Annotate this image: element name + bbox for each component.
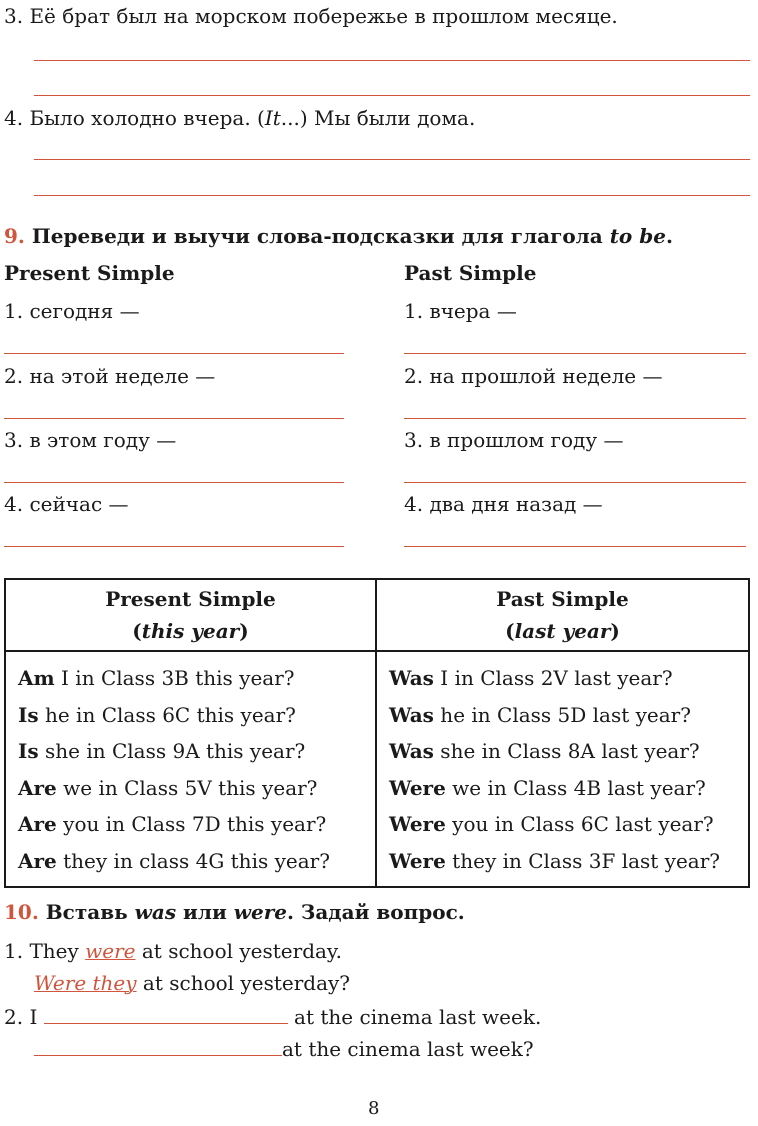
table-row: Are they in class 4G this year? bbox=[18, 848, 330, 873]
table-row: Were we in Class 4B last year? bbox=[389, 775, 706, 800]
present-examples bbox=[5, 651, 376, 887]
answer-line[interactable] bbox=[34, 95, 750, 96]
answer-line[interactable] bbox=[404, 418, 746, 419]
answer-line[interactable] bbox=[4, 546, 344, 547]
answer-blank[interactable] bbox=[44, 1003, 288, 1024]
present-simple-header: Present Simple bbox=[4, 261, 175, 285]
table-row: Am I in Class 3B this year? bbox=[18, 666, 295, 690]
answer-blank[interactable] bbox=[34, 1035, 282, 1056]
item-4-sentence: 4. Было холодно вчера. (It...) Мы были дома. bbox=[4, 106, 476, 130]
task-9-instruction: 9. Переведи и выучи слова-подсказки для глагола to be. bbox=[4, 224, 673, 248]
past-hint-2: 2. на прошлой неделе — bbox=[404, 364, 663, 388]
answer-line[interactable] bbox=[34, 60, 750, 61]
past-hint-3: 3. в прошлом году — bbox=[404, 428, 624, 452]
item-3-sentence: 3. Её брат был на морском побережье в прошлом месяце. bbox=[4, 4, 618, 28]
past-simple-header: Past Simple bbox=[404, 261, 537, 285]
table-row: Were they in Class 3F last year? bbox=[389, 848, 721, 873]
answer-line[interactable] bbox=[404, 353, 746, 354]
task-number: 10. bbox=[4, 900, 39, 924]
past-examples bbox=[376, 651, 749, 887]
task-10-instruction: 10. Вставь was или were. Задай вопрос. bbox=[4, 900, 465, 924]
answer-line[interactable] bbox=[4, 353, 344, 354]
example-1-statement: 1. They were at school yesterday. bbox=[4, 939, 342, 963]
answer-line[interactable] bbox=[4, 482, 344, 483]
answer-line[interactable] bbox=[4, 418, 344, 419]
past-hint-4: 4. два дня назад — bbox=[404, 492, 603, 516]
answer-line[interactable] bbox=[404, 546, 746, 547]
table-row: Was I in Class 2V last year? bbox=[389, 666, 673, 690]
present-hint-2: 2. на этой неделе — bbox=[4, 364, 216, 388]
answer-line[interactable] bbox=[404, 482, 746, 483]
present-hint-1: 1. сегодня — bbox=[4, 299, 140, 323]
example-1-question: Were they at school yesterday? bbox=[34, 971, 351, 995]
table-row: Is she in Class 9A this year? bbox=[18, 739, 306, 764]
present-column-header: Present Simple (this year) bbox=[5, 579, 376, 651]
table-row: Was she in Class 8A last year? bbox=[389, 739, 700, 764]
exercise-2-question: at the cinema last week? bbox=[34, 1035, 534, 1061]
present-hint-3: 3. в этом году — bbox=[4, 428, 177, 452]
present-hint-4: 4. сейчас — bbox=[4, 492, 129, 516]
handwritten-answer: were bbox=[85, 939, 136, 963]
table-row: Is he in Class 6C this year? bbox=[18, 702, 296, 727]
task-number: 9. bbox=[4, 224, 25, 248]
table-row: Were you in Class 6C last year? bbox=[389, 812, 714, 837]
table-row: Are we in Class 5V this year? bbox=[18, 775, 318, 800]
page-number: 8 bbox=[368, 1098, 380, 1119]
table-row: Are you in Class 7D this year? bbox=[18, 812, 327, 837]
past-column-header: Past Simple (last year) bbox=[376, 579, 749, 651]
table-row: Was he in Class 5D last year? bbox=[389, 702, 691, 727]
past-hint-1: 1. вчера — bbox=[404, 299, 517, 323]
grammar-table bbox=[4, 578, 750, 888]
answer-line[interactable] bbox=[34, 159, 750, 160]
answer-line[interactable] bbox=[34, 195, 750, 196]
handwritten-answer: Were they bbox=[34, 971, 137, 995]
exercise-2-statement: 2. I at the cinema last week. bbox=[4, 1005, 542, 1029]
